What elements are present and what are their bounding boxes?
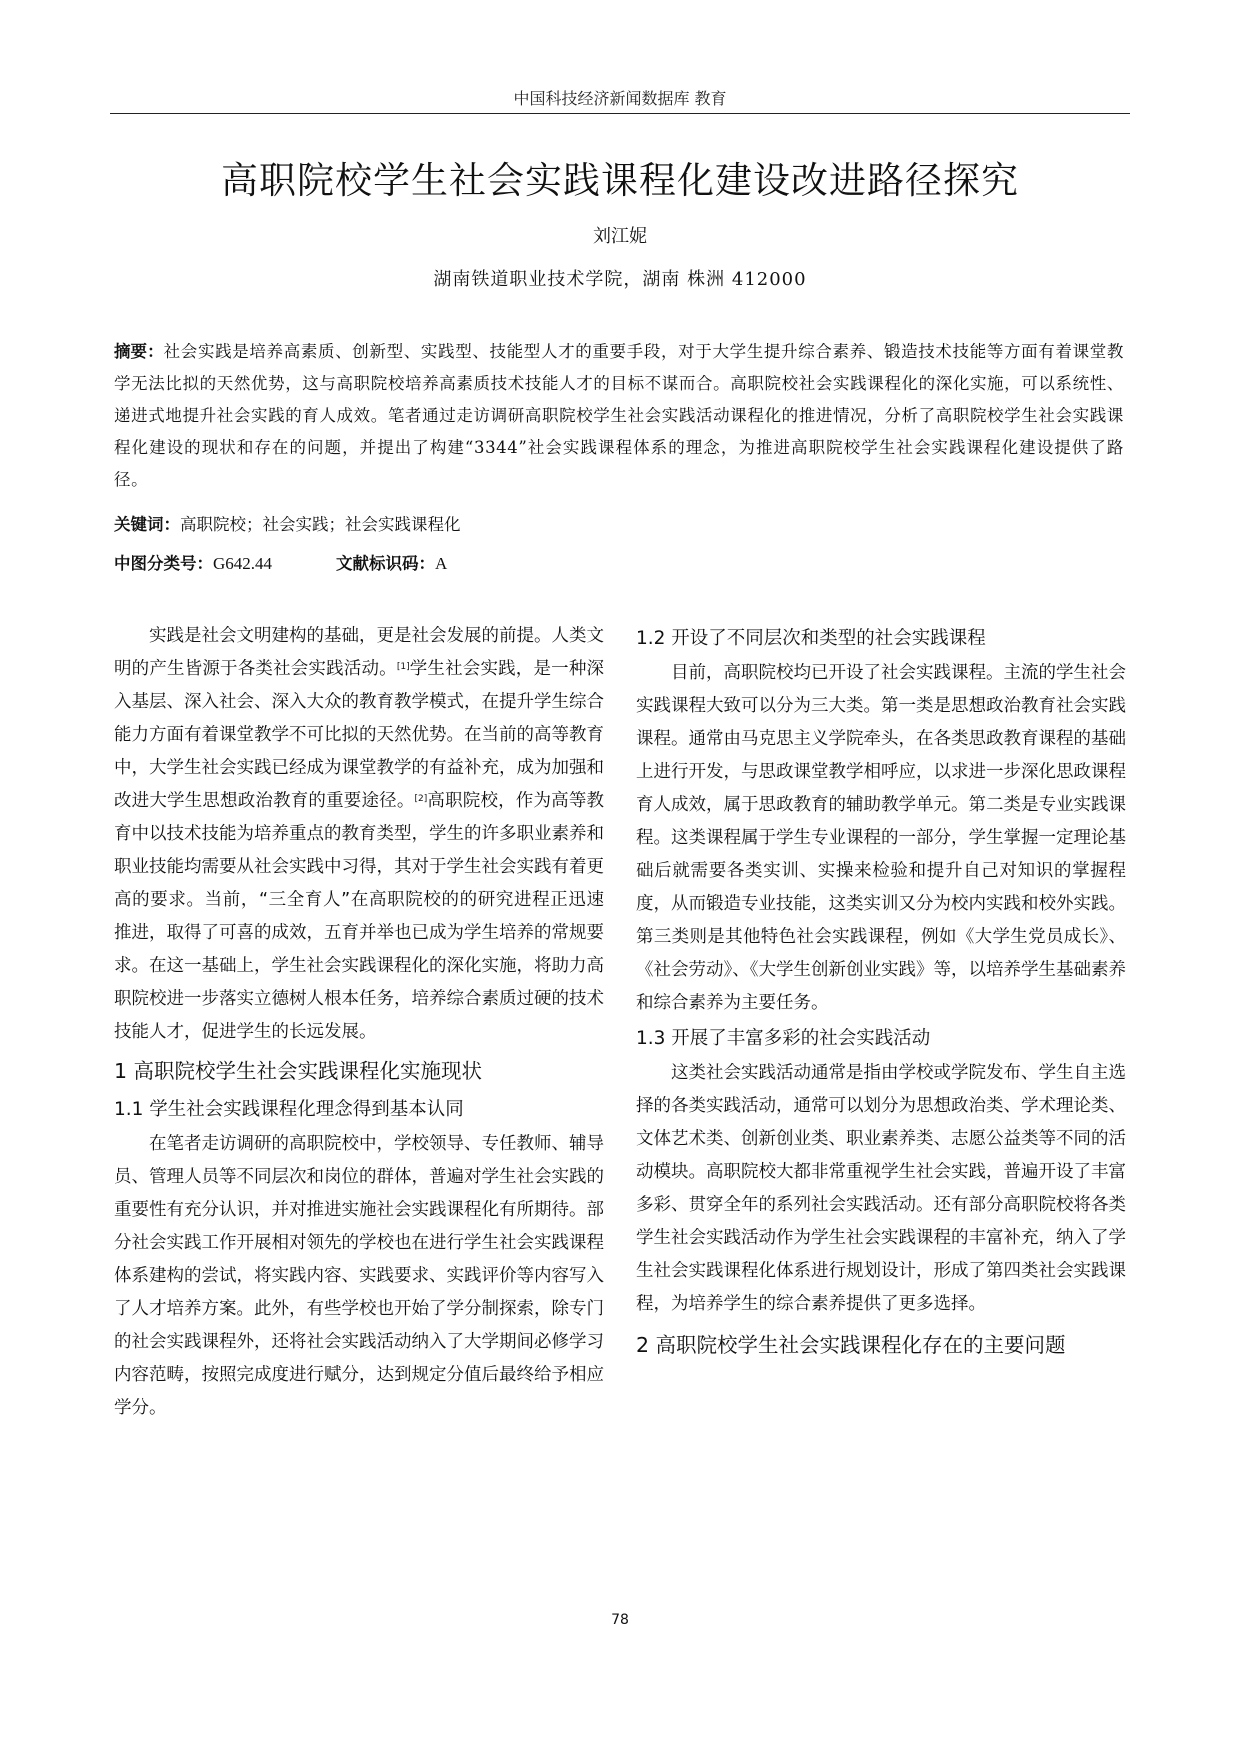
doc-code-value: A: [435, 554, 448, 573]
left-column: [114, 620, 604, 1425]
page-number: 78: [611, 1612, 629, 1628]
running-head: 中国科技经济新闻数据库 教育: [513, 89, 727, 108]
keywords-label: 关键词：: [114, 515, 180, 534]
paper-title: 高职院校学生社会实践课程化建设改进路径探究: [221, 159, 1019, 202]
author-affiliation: 湖南铁道职业技术学院，湖南 株洲 412000: [433, 269, 807, 290]
intro-text-1: 实践是社会文明建构的基础，更是社会发展的前提。人类文明的产生皆源于各类社会实践活动。: [114, 626, 604, 679]
section-1-3-paragraph: 这类社会实践活动通常是指由学校或学院发布、学生自主选择的各类实践活动，通常可以划分为思想政治类、学术理论类、文体艺术类、创新创业类、职业素养类、志愿公益类等不同的活动模块。高职院校大都非常重视学生社会实践，普遍开设了丰富多彩、贯穿全年的系列社会实践活动。还有部分高职院校将各类学生社会实践活动作为学生社会实践课程的丰富补充，纳入了学生社会实践课程化体系进行规划设计，形成了第四类社会实践课程，为培养学生的综合素养提供了更多选择。: [636, 1063, 1126, 1314]
abstract-label: 摘要：: [114, 342, 164, 361]
intro-paragraph: [114, 620, 604, 1049]
citation-ref-1[interactable]: [1]: [396, 662, 410, 672]
intro-text-3: 高职院校，作为高等教育中以技术技能为培养重点的教育类型，学生的许多职业素养和职业技能均需要从社会实践中习得，其对于学生社会实践有着更高的要求。当前，“三全育人”在高职院校的的研究进程正迅速推进，取得了可喜的成效，五育并举也已成为学生培养的常规要求。在这一基础上，学生社会实践课程化的深化实施，将助力高职院校进一步落实立德树人根本任务，培养综合素质过硬的技术技能人才，促进学生的长远发展。: [114, 791, 605, 1042]
section-1-1-heading: 1.1 学生社会实践课程化理念得到基本认同: [114, 1099, 464, 1120]
keywords: [114, 513, 1124, 537]
abstract: [114, 336, 1124, 496]
section-1-1-paragraph: 在笔者走访调研的高职院校中，学校领导、专任教师、辅导员、管理人员等不同层次和岗位的群体，普遍对学生社会实践的重要性有充分认识，并对推进实施社会实践课程化有所期待。部分社会实践工作开展相对领先的学校也在进行学生社会实践课程体系建构的尝试，将实践内容、实践要求、实践评价等内容写入了人才培养方案。此外，有些学校也开始了学分制探索，除专门的社会实践课程外，还将社会实践活动纳入了大学期间必修学习内容范畴，按照完成度进行赋分，达到规定分值后最终给予相应学分。: [114, 1134, 604, 1418]
author-name: 刘江妮: [593, 226, 647, 247]
intro-text-2: 学生社会实践，是一种深入基层、深入社会、深入大众的教育教学模式，在提升学生综合能力方面有着课堂教学不可比拟的天然优势。在当前的高等教育中，大学生社会实践已经成为课堂教学的有益补充，成为加强和改进大学生思想政治教育的重要途径。: [114, 659, 605, 811]
clc-value: G642.44: [213, 554, 273, 573]
section-1-3-heading: 1.3 开展了丰富多彩的社会实践活动: [636, 1028, 931, 1049]
abstract-text: 社会实践是培养高素质、创新型、实践型、技能型人才的重要手段，对于大学生提升综合素养、锻造技术技能等方面有着课堂教学无法比拟的天然优势，这与高职院校培养高素质技术技能人才的目标不谋而合。高职院校社会实践课程化的深化实施，可以系统性、递进式地提升社会实践的育人成效。笔者通过走访调研高职院校学生社会实践活动课程化的推进情况，分析了高职院校学生社会实践课程化建设的现状和存在的问题，并提出了构建“3344”社会实践课程体系的理念，为推进高职院校学生社会实践课程化建设提供了路径。: [114, 342, 1124, 489]
section-1-2-paragraph: 目前，高职院校均已开设了社会实践课程。主流的学生社会实践课程大致可以分为三大类。第一类是思想政治教育社会实践课程。通常由马克思主义学院牵头，在各类思政教育课程的基础上进行开发，与思政课堂教学相呼应，以求进一步深化思政课程育人成效，属于思政教育的辅助教学单元。第二类是专业实践课程。这类课程属于学生专业课程的一部分，学生掌握一定理论基础后就需要各类实训、实操来检验和提升自己对知识的掌握程度，从而锻造专业技能，这类实训又分为校内实践和校外实践。第三类则是其他特色社会实践课程，例如《大学生党员成长》、《社会劳动》、《大学生创新创业实践》等，以培养学生基础素养和综合素养为主要任务。: [636, 663, 1126, 1013]
clc-label: 中图分类号：: [114, 554, 213, 573]
doc-code-label: 文献标识码：: [336, 554, 436, 573]
header-rule: [110, 113, 1130, 114]
citation-ref-2[interactable]: [2]: [414, 794, 428, 804]
classification-line: [114, 552, 1124, 576]
section-1-2-heading: 1.2 开设了不同层次和类型的社会实践课程: [636, 628, 986, 649]
keywords-text: 高职院校；社会实践；社会实践课程化: [180, 515, 461, 534]
section-1-heading: 1 高职院校学生社会实践课程化实施现状: [114, 1059, 483, 1083]
right-column: [636, 620, 1126, 1363]
section-2-heading: 2 高职院校学生社会实践课程化存在的主要问题: [636, 1333, 1066, 1357]
